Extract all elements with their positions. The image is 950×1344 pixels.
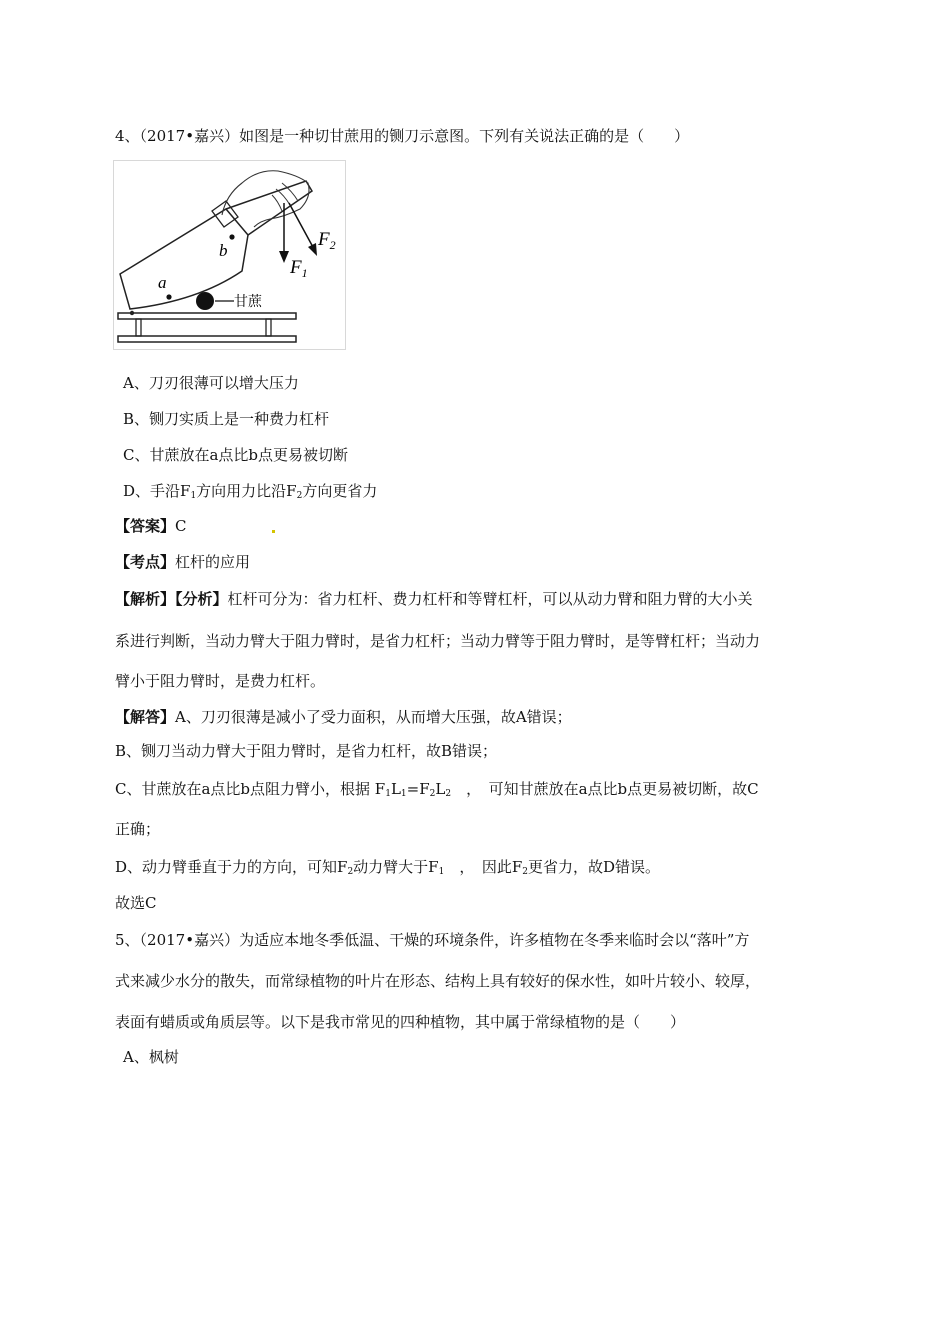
base-board-top [118,313,296,319]
stray-dot [272,530,275,533]
label-b: b [219,241,228,260]
point-b [229,234,234,239]
q5-option-a: A、枫树 [123,1048,179,1066]
q4-answer: 【答案】C [115,517,187,535]
base-leg-right [266,319,271,336]
q4-option-b: B、铡刀实质上是一种费力杠杆 [123,410,330,428]
hand-finger-3 [272,195,282,211]
force-F2-arrowhead [308,243,317,256]
q4-jiexi-line-3: 臂小于阻力臂时，是费力杠杆。 [115,672,326,690]
force-F1-arrowhead [279,251,289,263]
guillotine-svg [114,161,347,351]
label-F2: $F_2$ [318,229,336,252]
point-a [166,294,171,299]
q4-option-d: D、手沿$F_1$方向用力比沿$F_2$方向更省力 [123,482,378,501]
hand-finger-2 [282,183,298,201]
q5-stem-line-3: 表面有蜡质或角质层等。以下是我市常见的四种植物，其中属于常绿植物的是（ ） [115,1013,686,1031]
q4-conclusion: 故选C [115,894,157,912]
q4-jieda-b: B、铡刀当动力臂大于阻力臂时，是省力杠杆，故B错误； [115,742,498,760]
q4-jieda-d: D、动力臂垂直于力的方向，可知$F_2$动力臂大于$F_1$ ， 因此$F_2$更省力，故D错误。 [115,858,661,877]
q4-jieda-a: 【解答】A、刀刃很薄是减小了受力面积，从而增大压强，故A错误； [115,708,572,726]
q4-stem: 4、（2017•嘉兴）如图是一种切甘蔗用的铡刀示意图。下列有关说法正确的是（ ） [115,127,690,145]
label-sugarcane: 甘蔗 [234,294,262,310]
q4-option-c: C、甘蔗放在a点比b点更易被切断 [123,446,349,464]
pivot-point [130,311,134,315]
base-leg-left [136,319,141,336]
q4-option-a: A、刀刃很薄可以增大压力 [123,374,299,392]
label-a: a [158,273,167,292]
label-F1: $F_1$ [290,257,308,280]
q4-kaodian: 【考点】杠杆的应用 [115,553,251,571]
sugarcane [196,292,214,310]
q4-jiexi-line-2: 系进行判断，当动力臂大于阻力臂时，是省力杠杆；当动力臂等于阻力臂时，是等臂杠杆；当动力 [115,632,761,650]
q5-stem-line-2: 式来减少水分的散失，而常绿植物的叶片在形态、结构上具有较好的保水性，如叶片较小、较厚， [115,972,761,990]
q4-jiexi-line-1: 【解析】【分析】杠杆可分为：省力杠杆、费力杠杆和等臂杠杆，可以从动力臂和阻力臂的大小关 [115,590,753,608]
force-F2-line [289,203,314,249]
base-board-bottom [118,336,296,342]
blade-handle [226,181,312,235]
q4-jieda-c: C、甘蔗放在a点比b点阻力臂小，根据 $F_1L_1=F_2L_2$ ， 可知甘蔗放在a点比b点更易被切断，故C [115,780,759,799]
q4-jieda-c-cont: 正确； [115,820,161,838]
guillotine-diagram [113,160,346,350]
q5-stem-line-1: 5、（2017•嘉兴）为适应本地冬季低温、干燥的环境条件，许多植物在冬季来临时会以“落叶”方 [115,931,750,949]
